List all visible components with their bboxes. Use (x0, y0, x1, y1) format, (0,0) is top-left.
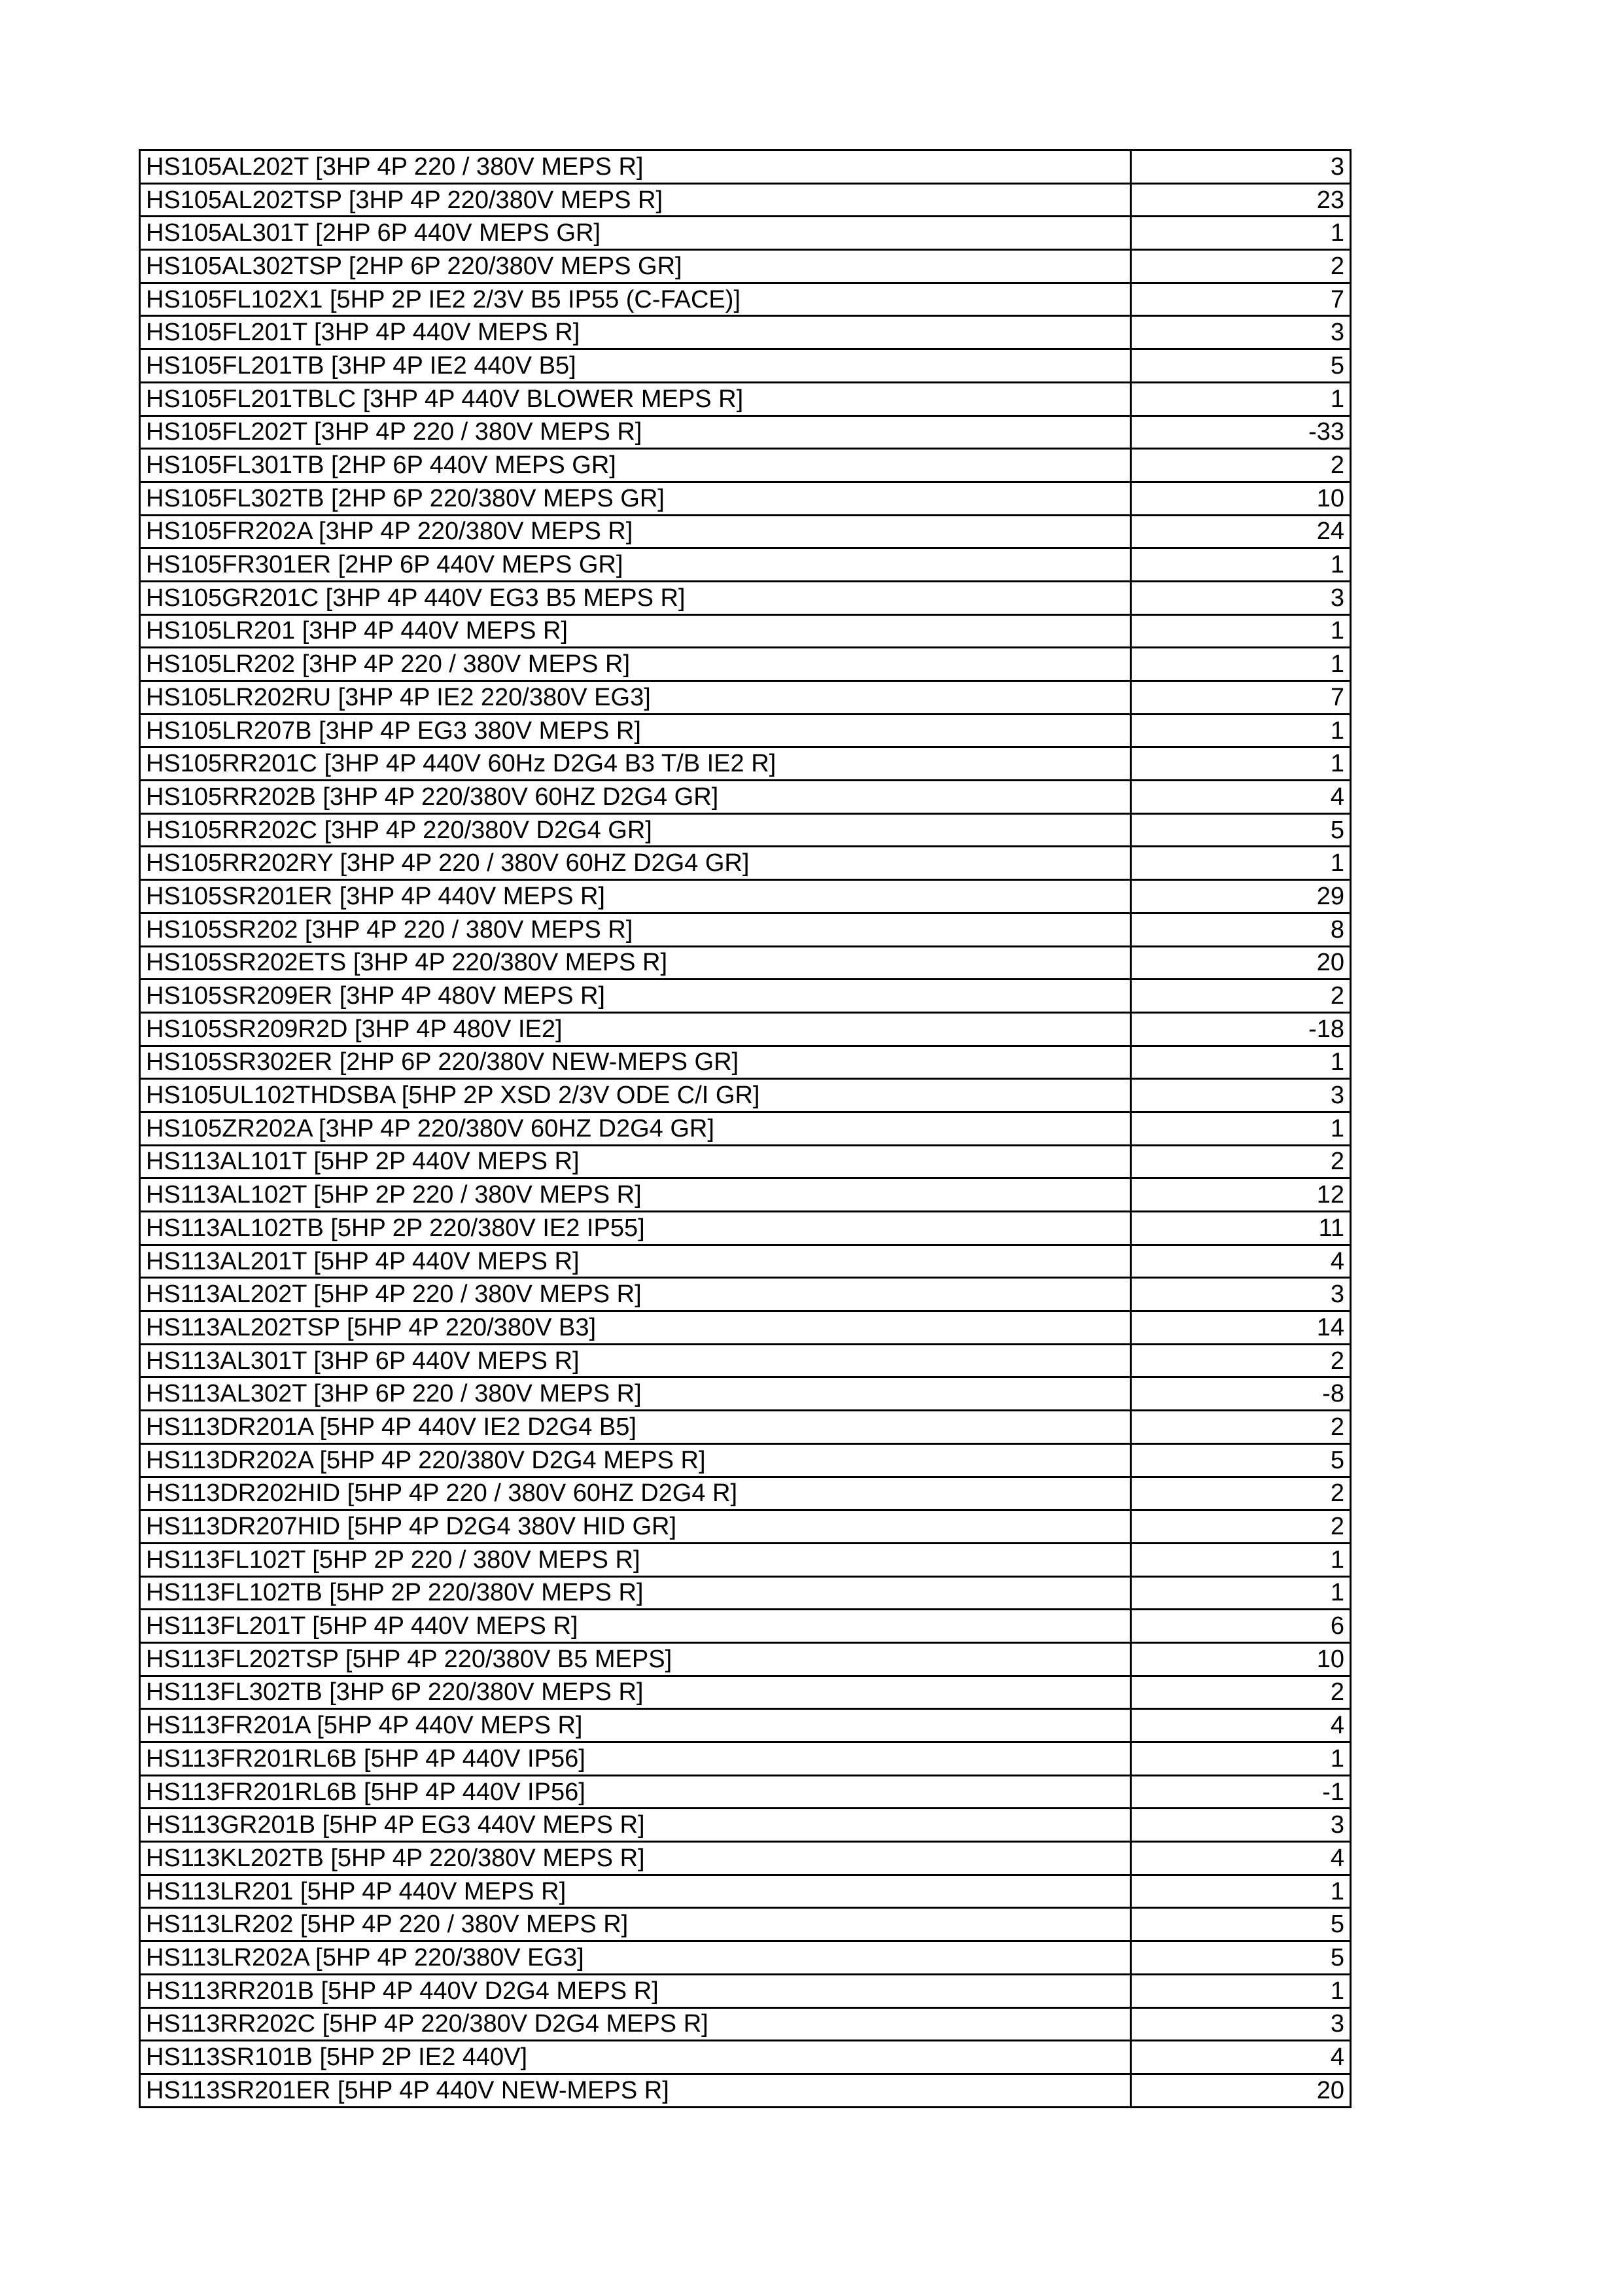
quantity-cell: 1 (1131, 648, 1351, 681)
item-description-cell: HS105LR202RU [3HP 4P IE2 220/380V EG3] (140, 681, 1131, 715)
quantity-cell: 1 (1131, 1112, 1351, 1145)
quantity-cell: 1 (1131, 1543, 1351, 1576)
table-row (140, 1842, 1351, 1875)
table-row (140, 847, 1351, 880)
table-row (140, 1510, 1351, 1544)
table-row (140, 980, 1351, 1013)
item-description-cell: HS105LR201 [3HP 4P 440V MEPS R] (140, 614, 1131, 648)
table-row (140, 217, 1351, 250)
table-row (140, 1112, 1351, 1145)
table-row (140, 1278, 1351, 1311)
item-description-cell: HS105SR302ER [2HP 6P 220/380V NEW-MEPS GR] (140, 1046, 1131, 1079)
quantity-cell: 23 (1131, 183, 1351, 217)
table-row (140, 2007, 1351, 2041)
table-row (140, 548, 1351, 582)
table-row (140, 1079, 1351, 1112)
table-row (140, 2074, 1351, 2107)
quantity-cell: 1 (1131, 548, 1351, 582)
quantity-cell: 5 (1131, 1908, 1351, 1941)
item-description-cell: HS113RR202C [5HP 4P 220/380V D2G4 MEPS R] (140, 2007, 1131, 2041)
quantity-cell: 10 (1131, 482, 1351, 515)
table-row (140, 1012, 1351, 1046)
quantity-cell: 2 (1131, 250, 1351, 283)
item-description-cell: HS113DR207HID [5HP 4P D2G4 380V HID GR] (140, 1510, 1131, 1544)
item-description-cell: HS105RR202C [3HP 4P 220/380V D2G4 GR] (140, 813, 1131, 847)
item-description-cell: HS105SR209R2D [3HP 4P 480V IE2] (140, 1012, 1131, 1046)
quantity-cell: 4 (1131, 1709, 1351, 1742)
quantity-cell: 2 (1131, 1145, 1351, 1178)
item-description-cell: HS113FR201RL6B [5HP 4P 440V IP56] (140, 1742, 1131, 1776)
table-row (140, 581, 1351, 614)
item-description-cell: HS105FL302TB [2HP 6P 220/380V MEPS GR] (140, 482, 1131, 515)
quantity-cell: 1 (1131, 747, 1351, 781)
table-row (140, 1443, 1351, 1477)
quantity-cell: 1 (1131, 1046, 1351, 1079)
inventory-table (139, 149, 1352, 2108)
quantity-cell: 5 (1131, 1941, 1351, 1975)
quantity-cell: 3 (1131, 1079, 1351, 1112)
table-row (140, 150, 1351, 184)
table-row (140, 382, 1351, 415)
item-description-cell: HS113FR201A [5HP 4P 440V MEPS R] (140, 1709, 1131, 1742)
item-description-cell: HS113RR201B [5HP 4P 440V D2G4 MEPS R] (140, 1974, 1131, 2007)
table-row (140, 614, 1351, 648)
quantity-cell: 24 (1131, 515, 1351, 548)
quantity-cell: 3 (1131, 581, 1351, 614)
item-description-cell: HS113FL102T [5HP 2P 220 / 380V MEPS R] (140, 1543, 1131, 1576)
table-row (140, 913, 1351, 946)
item-description-cell: HS113LR202A [5HP 4P 220/380V EG3] (140, 1941, 1131, 1975)
item-description-cell: HS105FL201TB [3HP 4P IE2 440V B5] (140, 349, 1131, 383)
quantity-cell: 12 (1131, 1178, 1351, 1212)
item-description-cell: HS105AL301T [2HP 6P 440V MEPS GR] (140, 217, 1131, 250)
table-row (140, 1145, 1351, 1178)
quantity-cell: 1 (1131, 1875, 1351, 1908)
table-row (140, 1941, 1351, 1975)
quantity-cell: 2 (1131, 449, 1351, 482)
table-row (140, 946, 1351, 980)
item-description-cell: HS113FL302TB [3HP 6P 220/380V MEPS R] (140, 1676, 1131, 1709)
item-description-cell: HS105GR201C [3HP 4P 440V EG3 B5 MEPS R] (140, 581, 1131, 614)
table-row (140, 1809, 1351, 1842)
item-description-cell: HS113DR201A [5HP 4P 440V IE2 D2G4 B5] (140, 1411, 1131, 1444)
item-description-cell: HS105RR202B [3HP 4P 220/380V 60HZ D2G4 GR] (140, 781, 1131, 814)
item-description-cell: HS113FL202TSP [5HP 4P 220/380V B5 MEPS] (140, 1642, 1131, 1676)
quantity-cell: 1 (1131, 217, 1351, 250)
item-description-cell: HS113SR101B [5HP 2P IE2 440V] (140, 2041, 1131, 2074)
table-row (140, 1875, 1351, 1908)
table-row (140, 880, 1351, 913)
table-row (140, 1212, 1351, 1245)
quantity-cell: 20 (1131, 2074, 1351, 2107)
quantity-cell: 1 (1131, 847, 1351, 880)
table-row (140, 449, 1351, 482)
item-description-cell: HS113LR202 [5HP 4P 220 / 380V MEPS R] (140, 1908, 1131, 1941)
item-description-cell: HS105AL302TSP [2HP 6P 220/380V MEPS GR] (140, 250, 1131, 283)
item-description-cell: HS105SR201ER [3HP 4P 440V MEPS R] (140, 880, 1131, 913)
quantity-cell: 4 (1131, 2041, 1351, 2074)
quantity-cell: 1 (1131, 1974, 1351, 2007)
quantity-cell: -18 (1131, 1012, 1351, 1046)
item-description-cell: HS113AL102T [5HP 2P 220 / 380V MEPS R] (140, 1178, 1131, 1212)
item-description-cell: HS113AL201T [5HP 4P 440V MEPS R] (140, 1245, 1131, 1278)
quantity-cell: 3 (1131, 316, 1351, 349)
item-description-cell: HS113AL301T [3HP 6P 440V MEPS R] (140, 1344, 1131, 1377)
quantity-cell: 2 (1131, 1676, 1351, 1709)
inventory-table-body (140, 150, 1351, 2108)
table-row (140, 1477, 1351, 1510)
table-row (140, 1576, 1351, 1610)
item-description-cell: HS105RR202RY [3HP 4P 220 / 380V 60HZ D2G4 GR] (140, 847, 1131, 880)
table-row (140, 482, 1351, 515)
table-row (140, 349, 1351, 383)
item-description-cell: HS113FR201RL6B [5HP 4P 440V IP56] (140, 1775, 1131, 1809)
item-description-cell: HS105FR202A [3HP 4P 220/380V MEPS R] (140, 515, 1131, 548)
table-row (140, 1344, 1351, 1377)
table-row (140, 1742, 1351, 1776)
item-description-cell: HS105SR202 [3HP 4P 220 / 380V MEPS R] (140, 913, 1131, 946)
quantity-cell: 2 (1131, 1510, 1351, 1544)
item-description-cell: HS105AL202T [3HP 4P 220 / 380V MEPS R] (140, 150, 1131, 184)
item-description-cell: HS113DR202A [5HP 4P 220/380V D2G4 MEPS R] (140, 1443, 1131, 1477)
quantity-cell: 3 (1131, 1809, 1351, 1842)
table-row (140, 1642, 1351, 1676)
item-description-cell: HS105UL102THDSBA [5HP 2P XSD 2/3V ODE C/I GR] (140, 1079, 1131, 1112)
item-description-cell: HS105FL201TBLC [3HP 4P 440V BLOWER MEPS R] (140, 382, 1131, 415)
item-description-cell: HS105RR201C [3HP 4P 440V 60Hz D2G4 B3 T/B IE2 R] (140, 747, 1131, 781)
item-description-cell: HS105FR301ER [2HP 6P 440V MEPS GR] (140, 548, 1131, 582)
table-row (140, 813, 1351, 847)
quantity-cell: 5 (1131, 349, 1351, 383)
item-description-cell: HS105FL201T [3HP 4P 440V MEPS R] (140, 316, 1131, 349)
item-description-cell: HS105LR202 [3HP 4P 220 / 380V MEPS R] (140, 648, 1131, 681)
quantity-cell: 3 (1131, 2007, 1351, 2041)
quantity-cell: 4 (1131, 1842, 1351, 1875)
table-row (140, 648, 1351, 681)
table-row (140, 1974, 1351, 2007)
item-description-cell: HS113LR201 [5HP 4P 440V MEPS R] (140, 1875, 1131, 1908)
item-description-cell: HS113AL101T [5HP 2P 440V MEPS R] (140, 1145, 1131, 1178)
table-row (140, 515, 1351, 548)
item-description-cell: HS105FL102X1 [5HP 2P IE2 2/3V B5 IP55 (C-FACE)] (140, 283, 1131, 316)
table-row (140, 283, 1351, 316)
table-row (140, 1311, 1351, 1345)
table-row (140, 781, 1351, 814)
quantity-cell: 5 (1131, 1443, 1351, 1477)
item-description-cell: HS113AL202T [5HP 4P 220 / 380V MEPS R] (140, 1278, 1131, 1311)
quantity-cell: 4 (1131, 781, 1351, 814)
table-row (140, 747, 1351, 781)
quantity-cell: 1 (1131, 714, 1351, 747)
quantity-cell: 14 (1131, 1311, 1351, 1345)
quantity-cell: 2 (1131, 1477, 1351, 1510)
table-row (140, 1775, 1351, 1809)
item-description-cell: HS113FL201T [5HP 4P 440V MEPS R] (140, 1610, 1131, 1643)
table-row (140, 2041, 1351, 2074)
item-description-cell: HS105FL301TB [2HP 6P 440V MEPS GR] (140, 449, 1131, 482)
quantity-cell: -1 (1131, 1775, 1351, 1809)
item-description-cell: HS113KL202TB [5HP 4P 220/380V MEPS R] (140, 1842, 1131, 1875)
item-description-cell: HS105FL202T [3HP 4P 220 / 380V MEPS R] (140, 415, 1131, 449)
table-row (140, 681, 1351, 715)
quantity-cell: 29 (1131, 880, 1351, 913)
table-row (140, 1676, 1351, 1709)
table-row (140, 714, 1351, 747)
table-row (140, 1178, 1351, 1212)
table-row (140, 1046, 1351, 1079)
quantity-cell: 3 (1131, 150, 1351, 184)
item-description-cell: HS113SR201ER [5HP 4P 440V NEW-MEPS R] (140, 2074, 1131, 2107)
item-description-cell: HS113GR201B [5HP 4P EG3 440V MEPS R] (140, 1809, 1131, 1842)
quantity-cell: 1 (1131, 614, 1351, 648)
quantity-cell: 7 (1131, 681, 1351, 715)
quantity-cell: 1 (1131, 1576, 1351, 1610)
item-description-cell: HS113AL302T [3HP 6P 220 / 380V MEPS R] (140, 1377, 1131, 1411)
quantity-cell: 8 (1131, 913, 1351, 946)
table-row (140, 1543, 1351, 1576)
quantity-cell: 2 (1131, 1344, 1351, 1377)
table-row (140, 183, 1351, 217)
quantity-cell: 11 (1131, 1212, 1351, 1245)
quantity-cell: 10 (1131, 1642, 1351, 1676)
table-row (140, 1377, 1351, 1411)
item-description-cell: HS113FL102TB [5HP 2P 220/380V MEPS R] (140, 1576, 1131, 1610)
quantity-cell: 20 (1131, 946, 1351, 980)
table-row (140, 415, 1351, 449)
quantity-cell: 4 (1131, 1245, 1351, 1278)
table-row (140, 1610, 1351, 1643)
table-row (140, 250, 1351, 283)
quantity-cell: 1 (1131, 382, 1351, 415)
quantity-cell: 7 (1131, 283, 1351, 316)
item-description-cell: HS105LR207B [3HP 4P EG3 380V MEPS R] (140, 714, 1131, 747)
table-row (140, 1709, 1351, 1742)
quantity-cell: 3 (1131, 1278, 1351, 1311)
table-row (140, 1245, 1351, 1278)
quantity-cell: -33 (1131, 415, 1351, 449)
item-description-cell: HS105AL202TSP [3HP 4P 220/380V MEPS R] (140, 183, 1131, 217)
item-description-cell: HS113AL102TB [5HP 2P 220/380V IE2 IP55] (140, 1212, 1131, 1245)
quantity-cell: 2 (1131, 980, 1351, 1013)
item-description-cell: HS113AL202TSP [5HP 4P 220/380V B3] (140, 1311, 1131, 1345)
table-row (140, 1411, 1351, 1444)
item-description-cell: HS105ZR202A [3HP 4P 220/380V 60HZ D2G4 GR] (140, 1112, 1131, 1145)
item-description-cell: HS105SR209ER [3HP 4P 480V MEPS R] (140, 980, 1131, 1013)
quantity-cell: 2 (1131, 1411, 1351, 1444)
item-description-cell: HS113DR202HID [5HP 4P 220 / 380V 60HZ D2G4 R] (140, 1477, 1131, 1510)
quantity-cell: 6 (1131, 1610, 1351, 1643)
table-row (140, 1908, 1351, 1941)
quantity-cell: 1 (1131, 1742, 1351, 1776)
quantity-cell: -8 (1131, 1377, 1351, 1411)
item-description-cell: HS105SR202ETS [3HP 4P 220/380V MEPS R] (140, 946, 1131, 980)
quantity-cell: 5 (1131, 813, 1351, 847)
table-row (140, 316, 1351, 349)
